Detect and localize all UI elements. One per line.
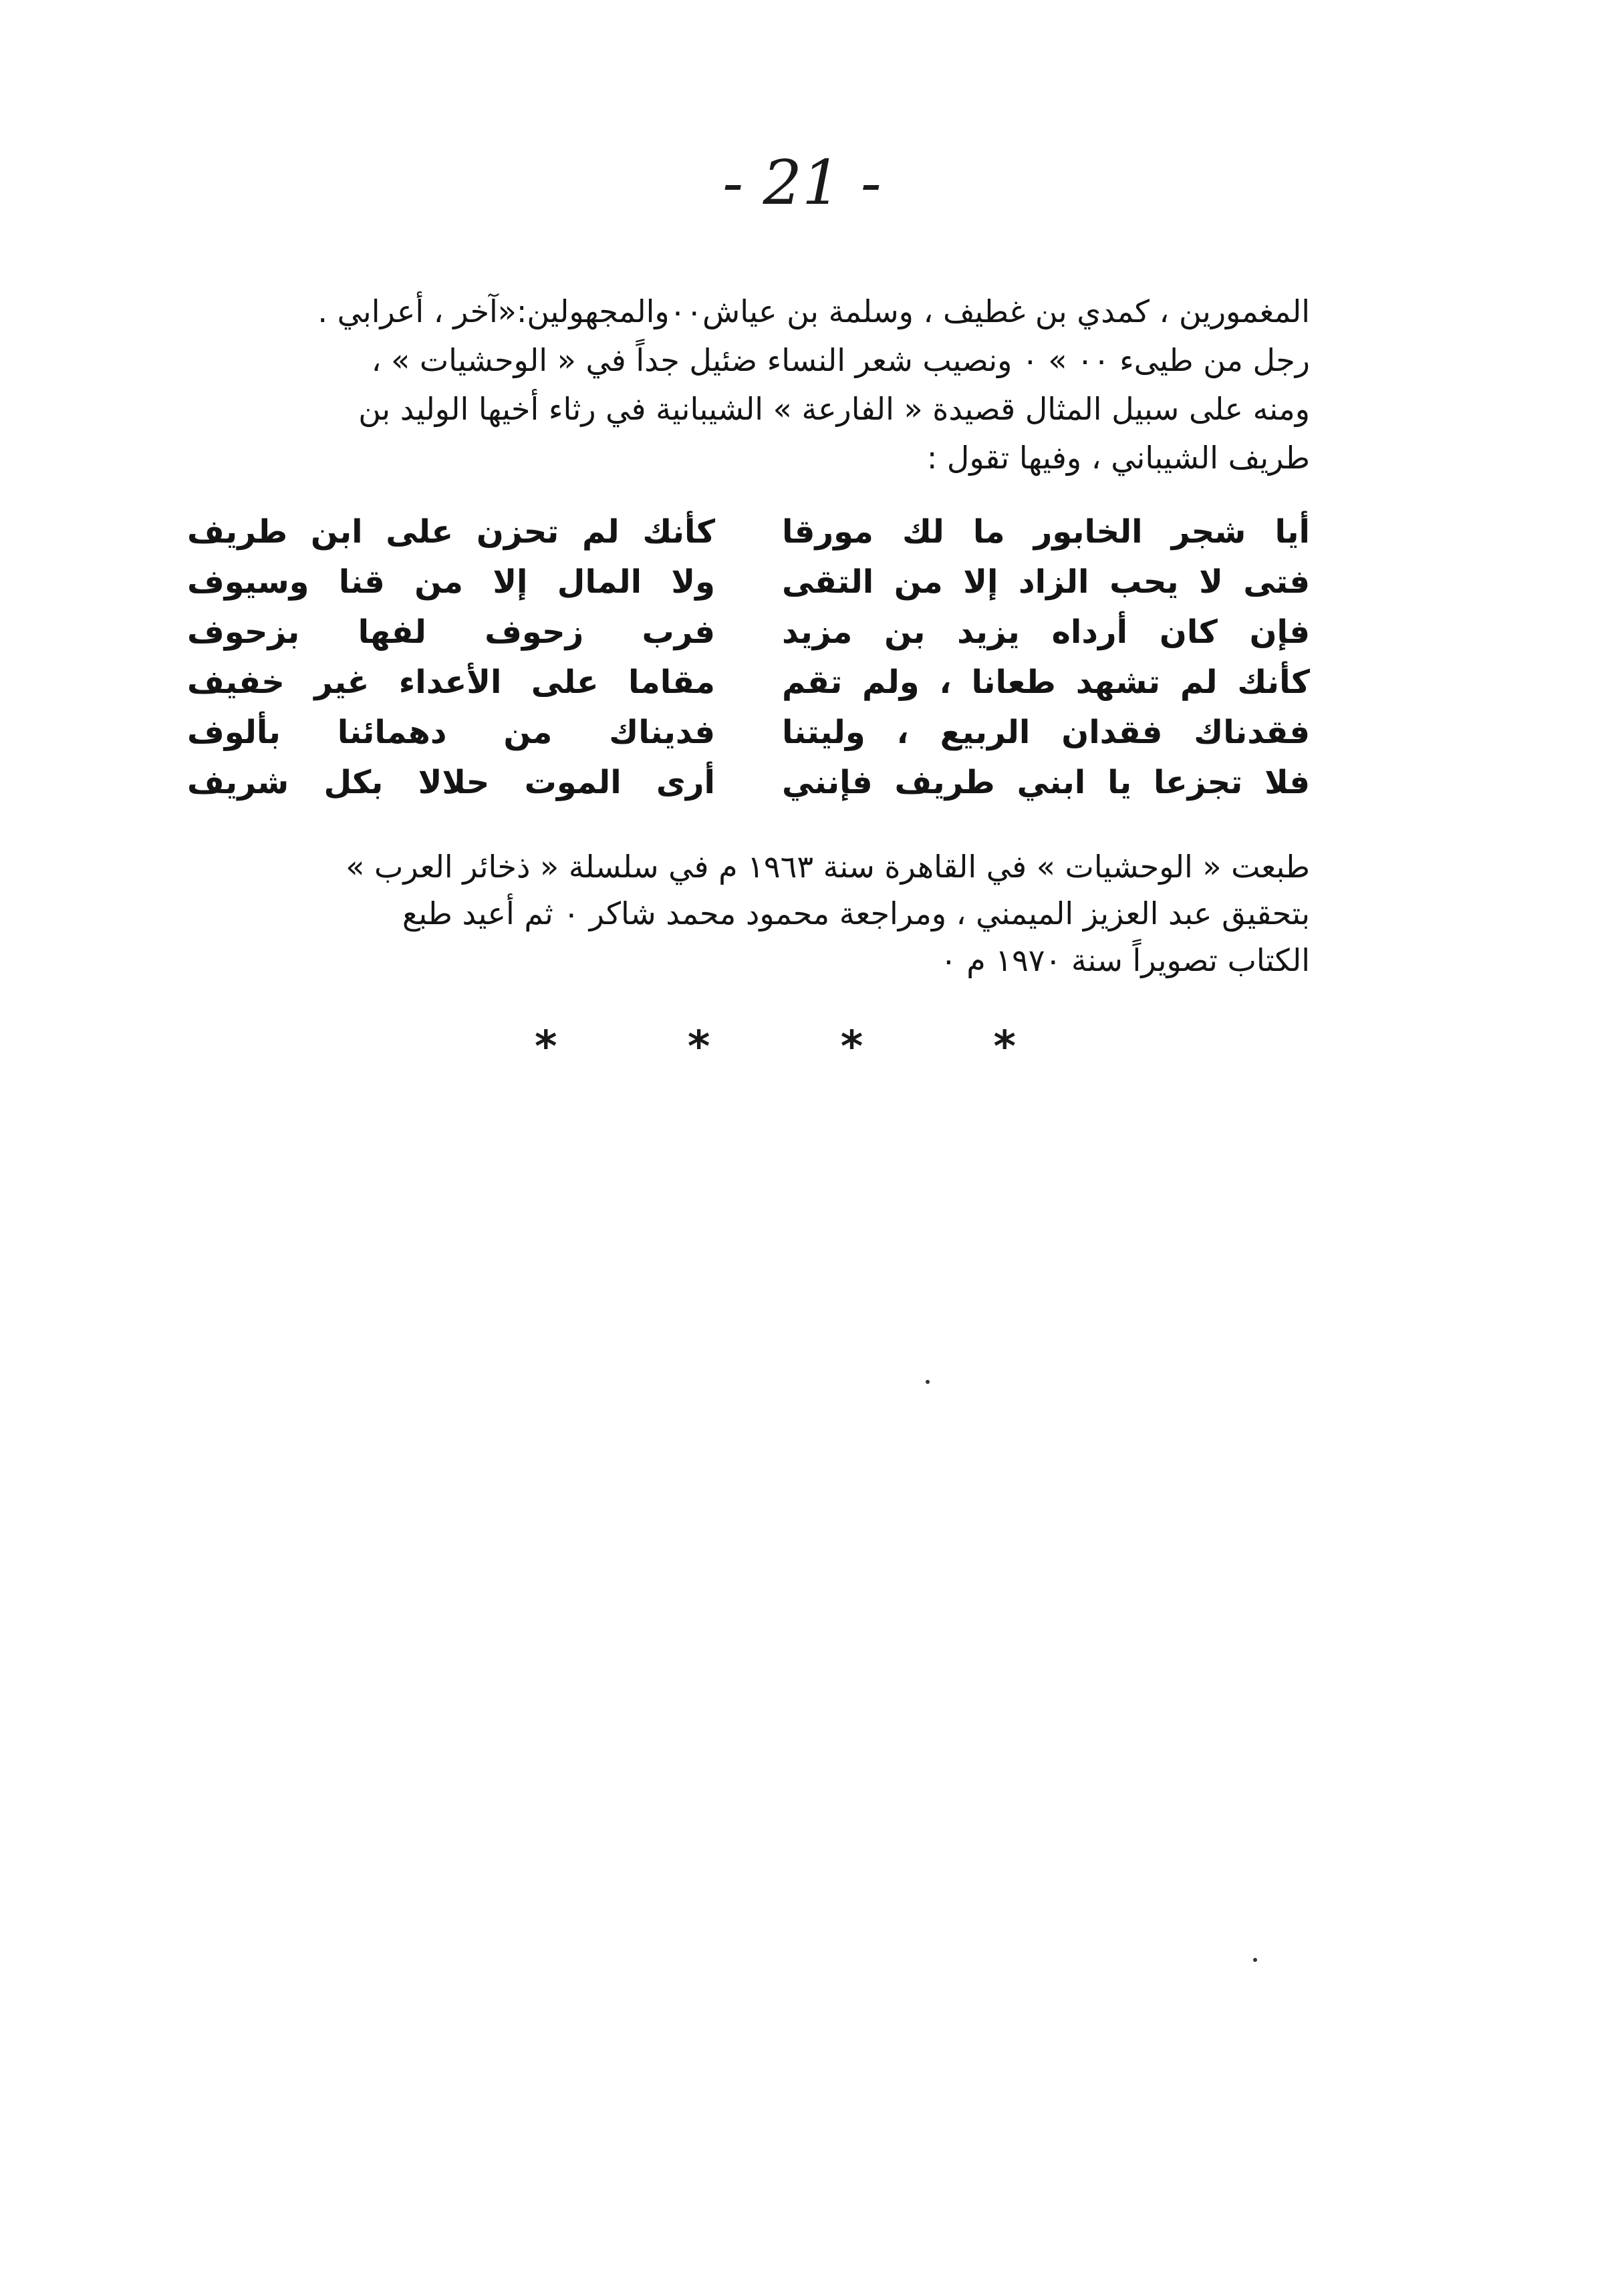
publication-note (187, 843, 1310, 984)
section-separator (535, 1022, 1016, 1072)
note-line: بتحقيق عبد العزيز الميمني ، ومراجعة محمود محمد شاكر ٠ ثم أعيد طبع (402, 895, 1310, 931)
poem-verse (187, 557, 1310, 607)
verse-first-hemistich: فلا تجزعا يا ابني طريف فإنني (782, 763, 1310, 801)
asterisk: * (535, 1022, 557, 1072)
verse-second-hemistich: أرى الموت حلالا بكل شريف (187, 763, 715, 801)
poem-verse (187, 757, 1310, 807)
asterisk: * (687, 1022, 710, 1072)
verse-second-hemistich: ولا المال إلا من قنا وسيوف (187, 563, 715, 601)
poem (187, 507, 1310, 807)
verse-first-hemistich: كأنك لم تشهد طعانا ، ولم تقم (782, 663, 1310, 701)
note-line: طبعت « الوحشيات » في القاهرة سنة ١٩٦٣ م في سلسلة « ذخائر العرب » (346, 849, 1310, 885)
poem-verse (187, 707, 1310, 757)
poem-verse (187, 507, 1310, 557)
verse-first-hemistich: أيا شجر الخابور ما لك مورقا (782, 513, 1310, 551)
intro-line: رجل من طيىء ٠٠ » ٠ ونصيب شعر النساء ضئيل جداً في « الوحشيات » ، (371, 342, 1310, 378)
verse-first-hemistich: فقدناك فقدان الربيع ، وليتنا (782, 713, 1310, 751)
verse-second-hemistich: فرب زحوف لفها بزحوف (187, 613, 715, 651)
page-number: - 21 - (722, 147, 882, 219)
verse-second-hemistich: كأنك لم تحزن على ابن طريف (187, 513, 715, 551)
poem-verse (187, 607, 1310, 657)
poem-verse (187, 657, 1310, 707)
verse-second-hemistich: مقاما على الأعداء غير خفيف (187, 663, 715, 701)
intro-paragraph (187, 287, 1310, 482)
asterisk: * (993, 1022, 1016, 1072)
scan-speck (926, 1380, 930, 1384)
intro-line: طريف الشيباني ، وفيها تقول : (926, 440, 1310, 476)
scan-speck (1253, 1958, 1257, 1962)
verse-first-hemistich: فإن كان أرداه يزيد بن مزيد (782, 613, 1310, 651)
asterisk: * (840, 1022, 863, 1072)
verse-first-hemistich: فتى لا يحب الزاد إلا من التقى (782, 563, 1310, 601)
verse-second-hemistich: فديناك من دهمائنا بألوف (187, 713, 715, 751)
intro-line: ومنه على سبيل المثال قصيدة « الفارعة » الشيبانية في رثاء أخيها الوليد بن (358, 391, 1310, 427)
note-line: الكتاب تصويراً سنة ١٩٧٠ م ٠ (940, 942, 1310, 978)
intro-line: المغمورين ، كمدي بن غطيف ، وسلمة بن عياش٠٠والمجهولين:«آخر ، أعرابي . (317, 293, 1310, 329)
